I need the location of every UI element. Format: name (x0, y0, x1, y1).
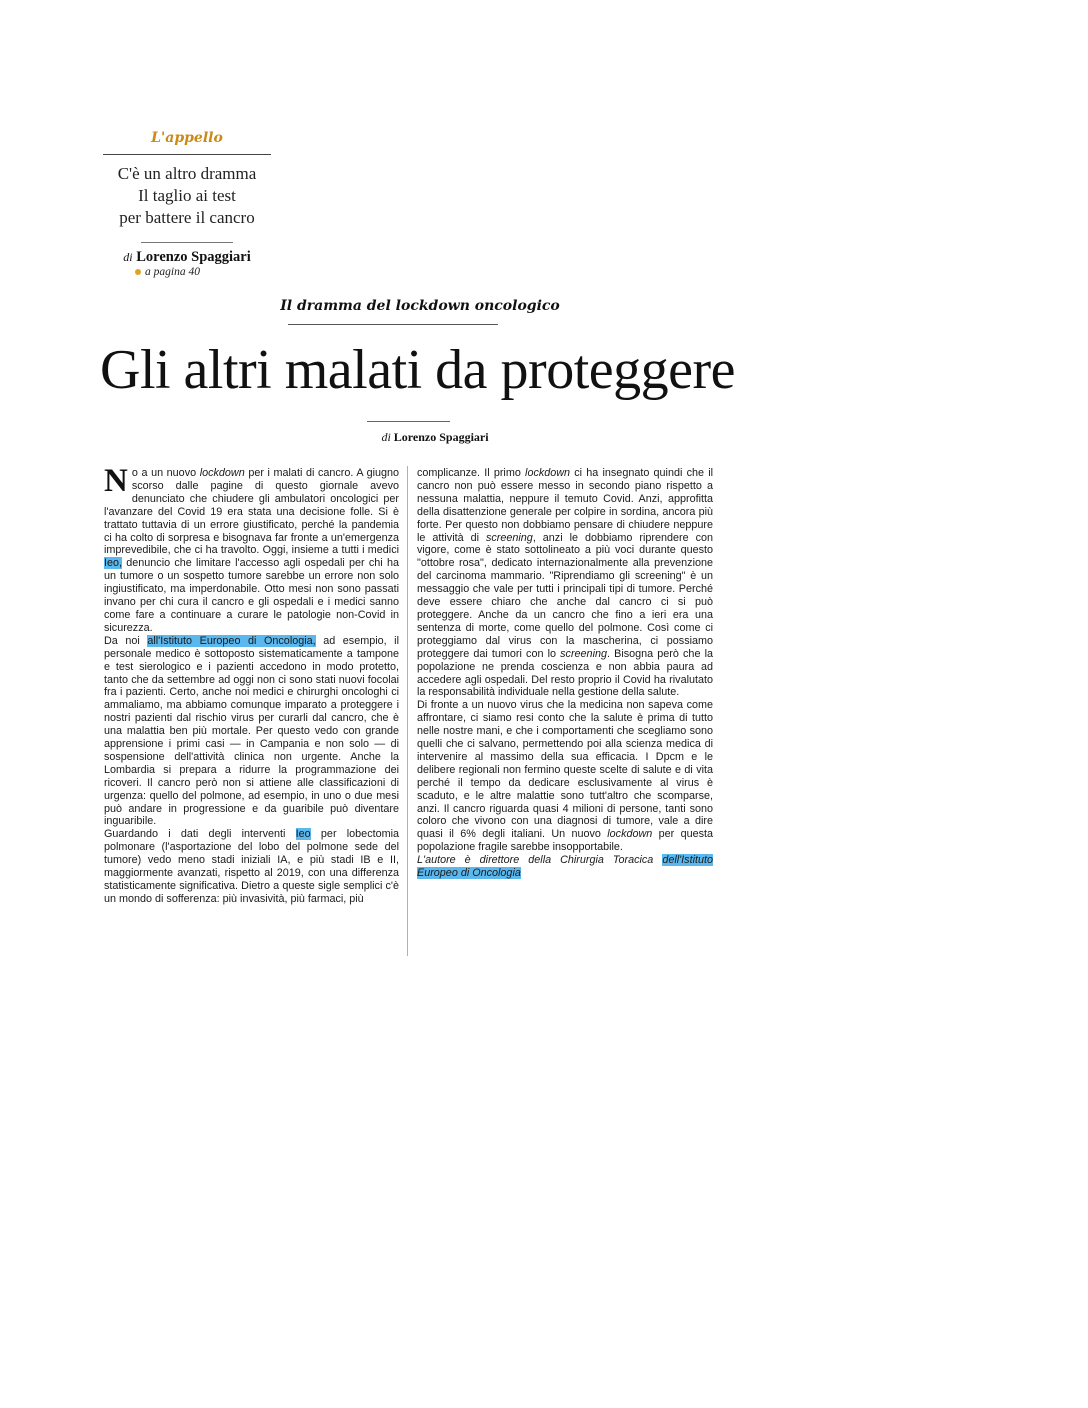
italic-term: screening (485, 531, 533, 544)
highlighted-link[interactable]: Ieo, (104, 557, 123, 570)
text-run: Di fronte a un nuovo virus che la medicina non sapeva come affrontare, ci siamo resi conto che la salute è prima di tutto nelle nostre mani, e che i comportamenti che scegliamo sono quelli che ci salvano, permettendo poi alla scienza medica di intervenire al massimo della sua efficacia. I Dpcm e le delibere regionali non fermino queste scelte di salute e di vita perché il tempo da dedicare esclusivamente al virus è scaduto, e le altre malattie sono tutt'altro che scomparse, anzi. Il cancro riguarda quasi 4 milioni di persone, tanti sono coloro che vivono con una diagnosi di tumore, vale a dire quasi il 6% degli italiani. Un nuovo (417, 699, 713, 841)
highlighted-link[interactable]: all'Istituto Europeo di Oncologia, (147, 634, 316, 647)
text-run: denuncio che limitare l'accesso agli ospedali per chi ha un tumore o un sospetto tumore sarebbe un errore non solo ingiustificato, ma imperdonabile. Otto mesi non sono passati invano per chi cura il cancro e gli ospedali e i medici sanno come fare a continuare a curare le patologie non-Covid in sicurezza. (104, 557, 399, 634)
article-byline (260, 430, 610, 445)
italic-term: screening (560, 647, 607, 660)
teaser-byline-prefix: di (123, 250, 133, 264)
teaser-page-text: a pagina 40 (145, 266, 200, 278)
teaser-title-line: per battere il cancro (119, 208, 255, 227)
drop-cap: N (104, 463, 128, 499)
paragraph (104, 463, 399, 635)
text-run: per questa popolazione fragile sarebbe insopportabile. (417, 828, 713, 854)
kicker-divider (288, 324, 498, 325)
text-run: L'autore è direttore della Chirurgia Toracica (417, 854, 663, 867)
article-headline: Gli altri malati da proteggere (100, 339, 735, 401)
column-divider (407, 466, 408, 956)
article-column-1 (104, 463, 399, 906)
text-run: complicanze. Il primo (417, 467, 526, 479)
bullet-dot-icon (135, 269, 141, 275)
italic-term: lockdown (525, 467, 571, 479)
byline-name: Lorenzo Spaggiari (393, 430, 489, 444)
text-run: Guardando i dati degli interventi (104, 828, 296, 841)
paragraph (417, 467, 713, 699)
highlighted-link[interactable]: dell'Istituto Europeo di Oncologia (417, 854, 713, 880)
byline-divider (367, 421, 450, 422)
text-run: per i malati di cancro. A giugno scorso dalle pagine di questo giornale avevo denunciato che chiudere gli ambulatori oncologici per l'avanzare del Covid 19 era stata una decisione folle. Si è trattato tuttavia di un errore giustificato, perché la pandemia ci ha colto di sorpresa e bisognava far fronte a un'emergenza imprevedibile, che ci ha travolto. Oggi, insieme a tutti i medici (104, 467, 399, 557)
article-column-2 (417, 467, 713, 880)
teaser-divider (141, 242, 233, 243)
teaser-byline (103, 249, 271, 266)
teaser-page-ref (135, 266, 271, 279)
teaser-title-line: C'è un altro dramma (117, 164, 257, 183)
teaser-title-line: Il taglio ai test (138, 186, 236, 205)
text-run: ad esempio, il personale medico è sottoposto sistematicamente a tampone e test sierologico e i pazienti accedono in modo protetto, tanto che da settembre ad oggi non ci sono stati nuovi focolai fra i pazienti. Certo, anche noi medici e chirurghi oncologhi ci ammaliamo, ma abbiamo comunque imparato a proteggere i nostri pazienti dal rischio virus per curarli dal cancro, che è una malattia ben più mortale. Per questo vedo con grande apprensione i primi casi — in Campania e non solo — di sospensione dell'attività clinica non urgente. Anche la Lombardia si prepara a ridurre la programmazione dei ricoveri. Il cancro però non si attiene alle classificazioni di urgenza: quello del polmone, ad esempio, in uno o due mesi può andare in progressione e da guaribile può diventare inguaribile. (104, 634, 399, 828)
italic-term: lockdown (607, 828, 653, 841)
highlighted-link[interactable]: Ieo (295, 828, 311, 841)
text-run: per lobectomia polmonare (l'asportazione del lobo del polmone sede del tumore) vedo meno stadi iniziali IA, e più stadi IB e II, maggiormente avanzati, rispetto al 2019, con una differenza statisticamente significativa. Dietro a queste sigle semplici c'è un mondo di sofferenza: più invasività, più farmaci, più (104, 828, 399, 905)
byline-prefix: di (381, 430, 391, 444)
author-note (417, 854, 713, 880)
text-run: o a un nuovo (131, 467, 200, 479)
text-run: Da noi (104, 634, 148, 647)
italic-term: lockdown (199, 467, 245, 479)
article-kicker: Il dramma del lockdown oncologico (280, 298, 560, 314)
paragraph (417, 699, 713, 854)
teaser-kicker: L'appello (103, 130, 271, 155)
paragraph (104, 635, 399, 829)
teaser-title (103, 163, 271, 229)
teaser-box (103, 130, 271, 279)
paragraph (104, 828, 399, 905)
text-run: ci ha insegnato quindi che il cancro non può essere messo in secondo piano rispetto a nessuna malattia, neppure il temuto Covid. Anzi, approfitta della disattenzione generale per colpire in sordina, ancora più forte. Per questo non dobbiamo pensare di chiudere neppure le attività di (417, 467, 713, 544)
text-run: , anzi le dobbiamo riprendere con vigore, come è stato sottolineato a più voci durante questo "ottobre rosa", dedicato internazionalmente alla prevenzione del carcinoma mammario. "Riprendiamo gli screening" è un messaggio che vale per tutti i principali tipi di tumore. Perché deve essere chiaro che anche dal cancro ci si può proteggere. Anche da un cancro che fino a ieri era una sentenza di morte, come quello del polmone. Così come ci proteggiamo dal virus con la mascherina, ci possiamo proteggere dai tumori con lo (417, 531, 713, 660)
teaser-byline-name: Lorenzo Spaggiari (136, 249, 251, 265)
text-run: . Bisogna però che la popolazione ne prenda coscienza e non abbia paura ad accedere agli ospedali. Del resto proprio il Covid ha rivalutato la responsabilità individuale nella gestione della salute. (417, 647, 713, 699)
